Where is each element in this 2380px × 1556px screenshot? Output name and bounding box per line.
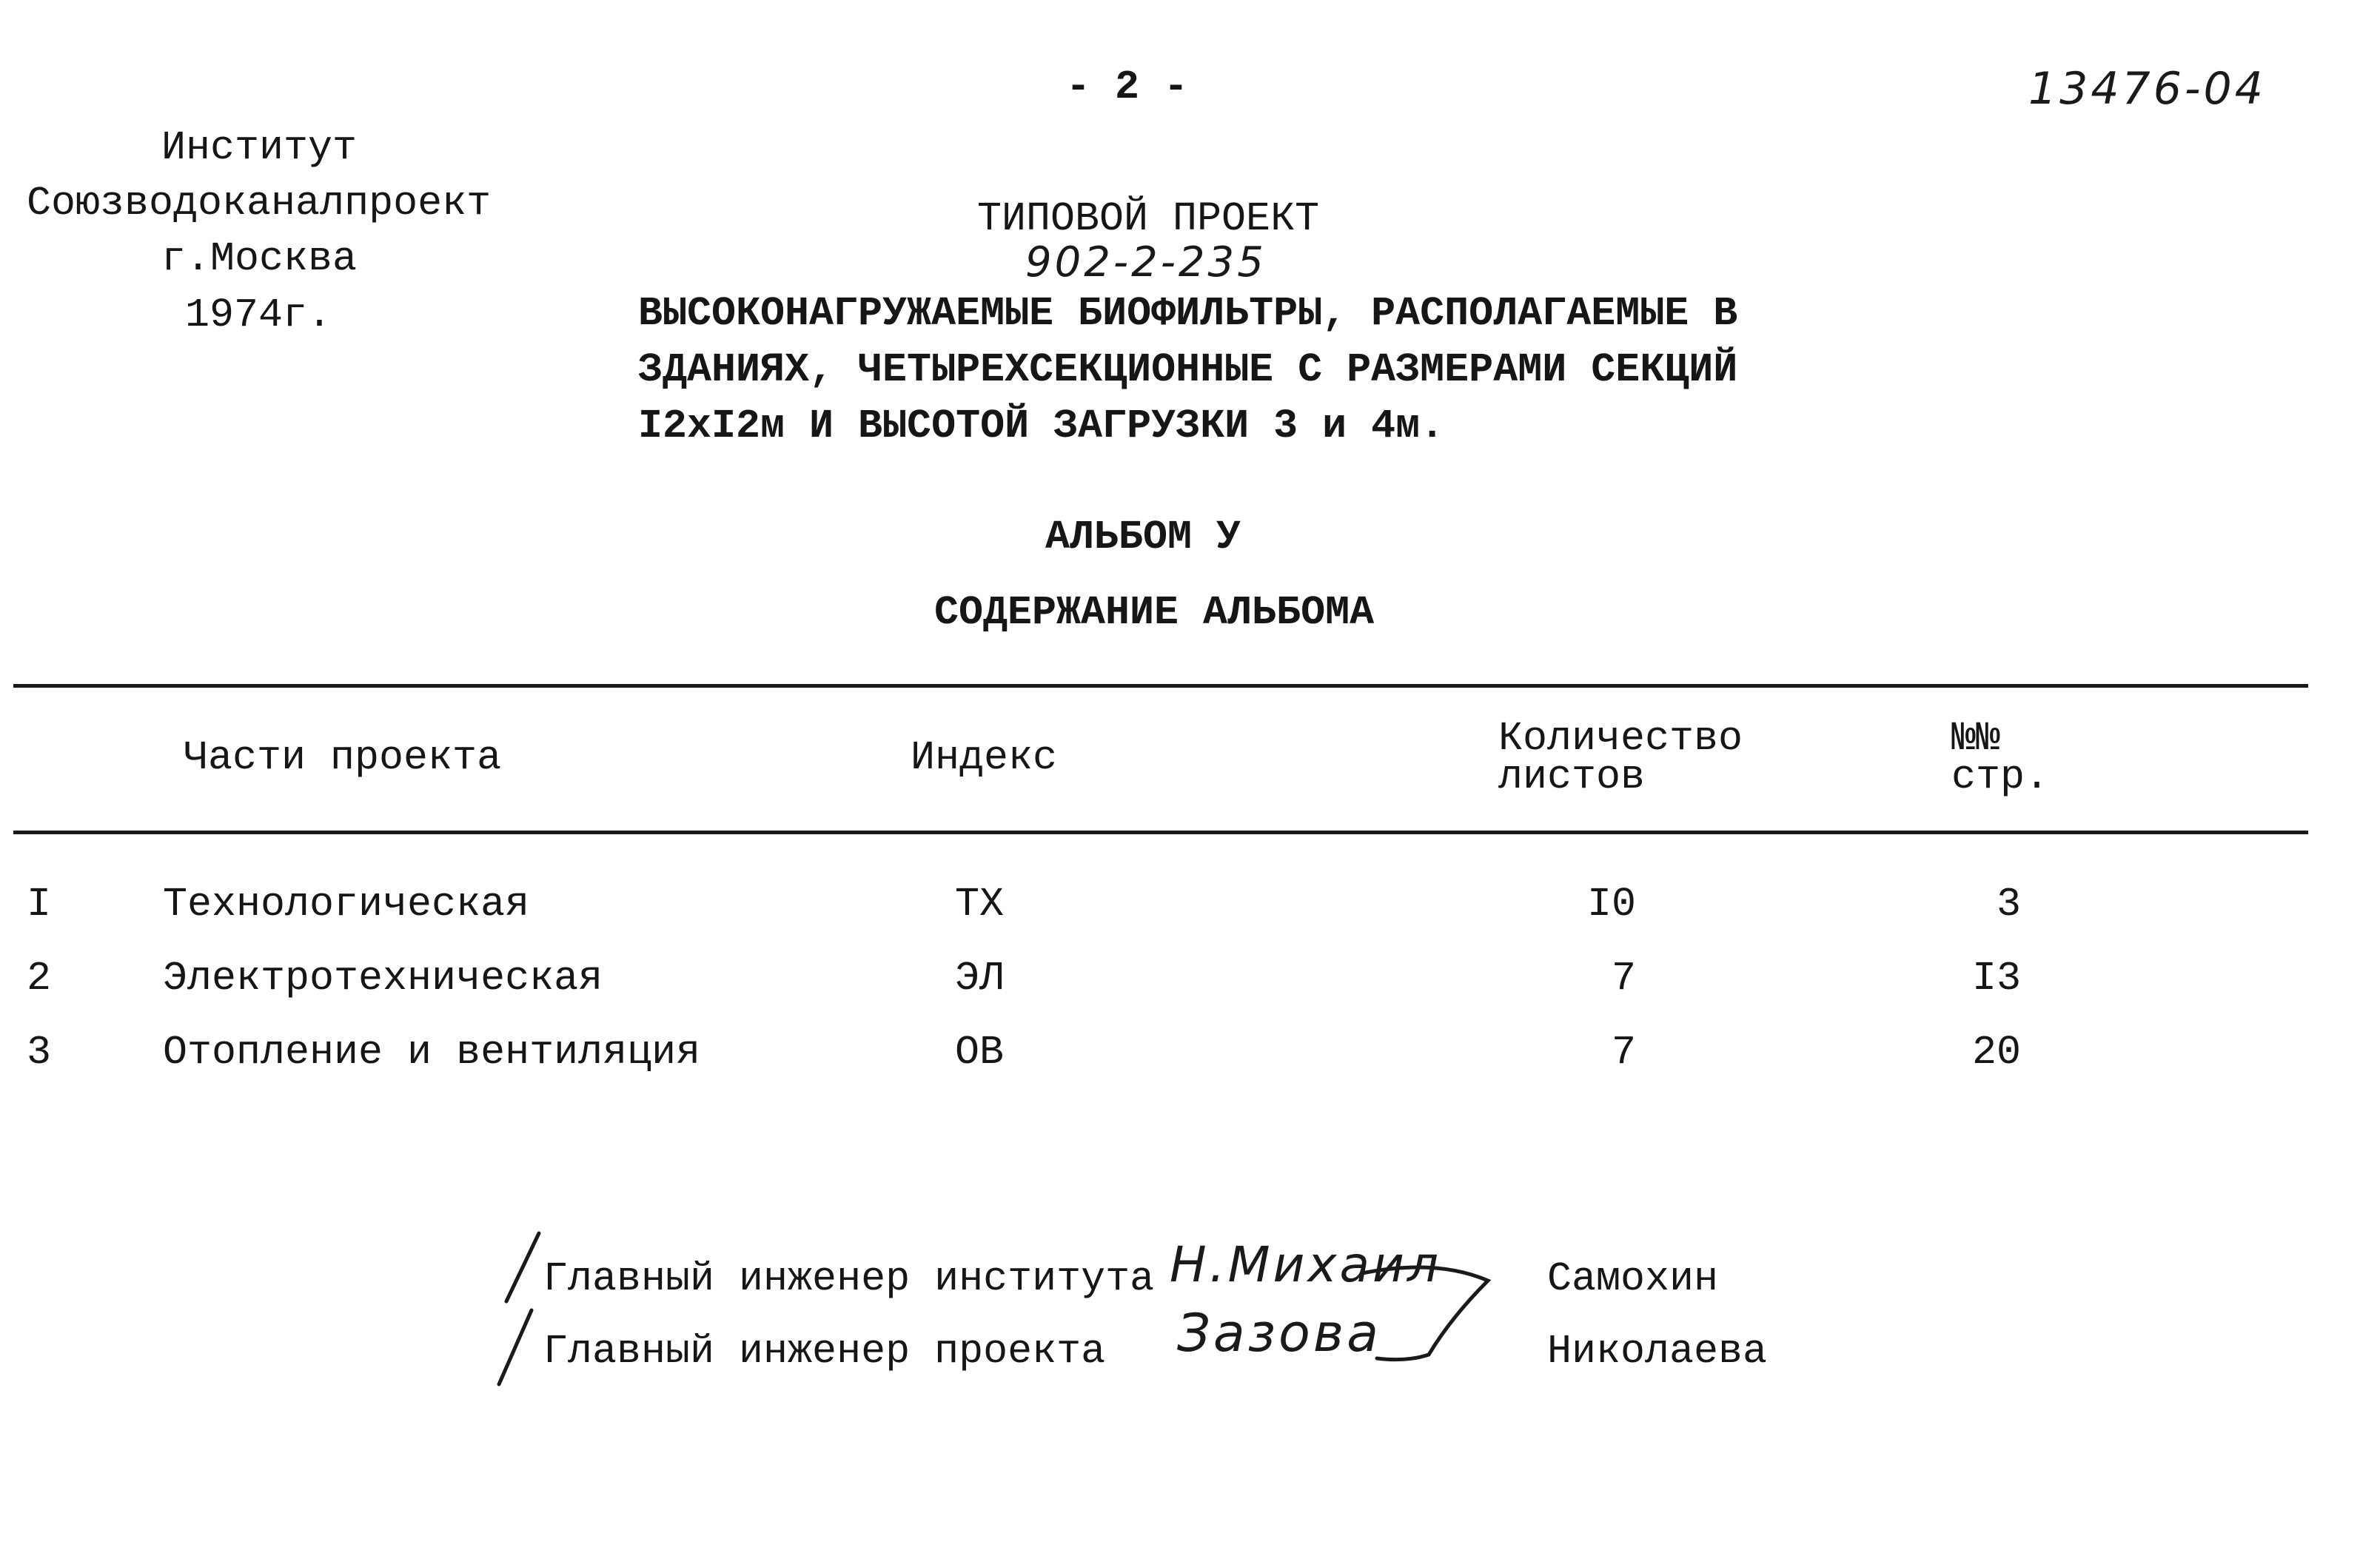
table-header-rule (13, 831, 2308, 834)
row-page: I3 (1971, 955, 2021, 1002)
signature-name-1: Самохин (1547, 1255, 1719, 1302)
project-type-label: ТИПОВОЙ ПРОЕКТ (977, 195, 1320, 242)
row-index: ЭЛ (955, 955, 1005, 1002)
row-part: Отопление и вентиляция (163, 1029, 701, 1076)
header-sheets-line-2: листов (1498, 754, 1646, 800)
row-index: ТХ (955, 881, 1005, 928)
project-title-line-2: ЗДАНИЯХ, ЧЕТЫРЕХСЕКЦИОННЫЕ С РАЗМЕРАМИ СЕКЦИЙ (638, 346, 1738, 393)
signature-role-2: Главный инженер проекта (543, 1328, 1106, 1375)
project-title-line-1: ВЫСОКОНАГРУЖАЕМЫЕ БИОФИЛЬТРЫ, РАСПОЛАГАЕМЫЕ В (638, 290, 1738, 337)
signature-slash-2 (493, 1307, 537, 1389)
row-part: Технологическая (163, 881, 530, 928)
institute-year: 1974г. (185, 292, 332, 338)
header-page-line-1: №№ (1951, 715, 2001, 762)
row-page: 3 (1996, 881, 2021, 928)
institute-city: г.Москва (161, 235, 358, 282)
institute-label: Институт (161, 124, 358, 171)
album-title: АЛЬБОМ У (1045, 514, 1241, 560)
contents-title: СОДЕРЖАНИЕ АЛЬБОМА (934, 589, 1375, 636)
page-number: - 2 - (1066, 64, 1189, 110)
handwritten-signature-2: Зазова (1177, 1303, 1381, 1364)
row-sheets: 7 (1611, 955, 1636, 1002)
row-sheets: I0 (1586, 881, 1636, 928)
row-index: ОВ (955, 1029, 1005, 1076)
row-number: 2 (27, 955, 52, 1002)
row-number: 3 (27, 1029, 52, 1076)
row-number: I (27, 881, 52, 928)
signature-slash-1 (500, 1230, 545, 1304)
header-page-line-2: стр. (1951, 754, 2050, 800)
signature-flourish (1347, 1251, 1495, 1369)
document-code: 13476-04 (2028, 63, 2266, 115)
signature-name-2: Николаева (1547, 1328, 1768, 1375)
row-sheets: 7 (1611, 1029, 1636, 1076)
signature-role-1: Главный инженер института (543, 1255, 1155, 1302)
header-sheets-line-1: Количество (1498, 715, 1743, 762)
project-number: 902-2-235 (1025, 238, 1267, 286)
table-top-rule (13, 684, 2308, 688)
header-index: Индекс (911, 734, 1058, 781)
project-title-line-3: I2хI2м И ВЫСОТОЙ ЗАГРУЗКИ 3 и 4м. (638, 403, 1445, 449)
row-part: Электротехническая (163, 955, 603, 1002)
institute-name: Союзводоканалпроект (27, 180, 492, 227)
handwritten-signature-1: Н.Михаил (1170, 1236, 1442, 1293)
header-parts: Части проекта (184, 734, 502, 781)
row-page: 20 (1971, 1029, 2021, 1076)
